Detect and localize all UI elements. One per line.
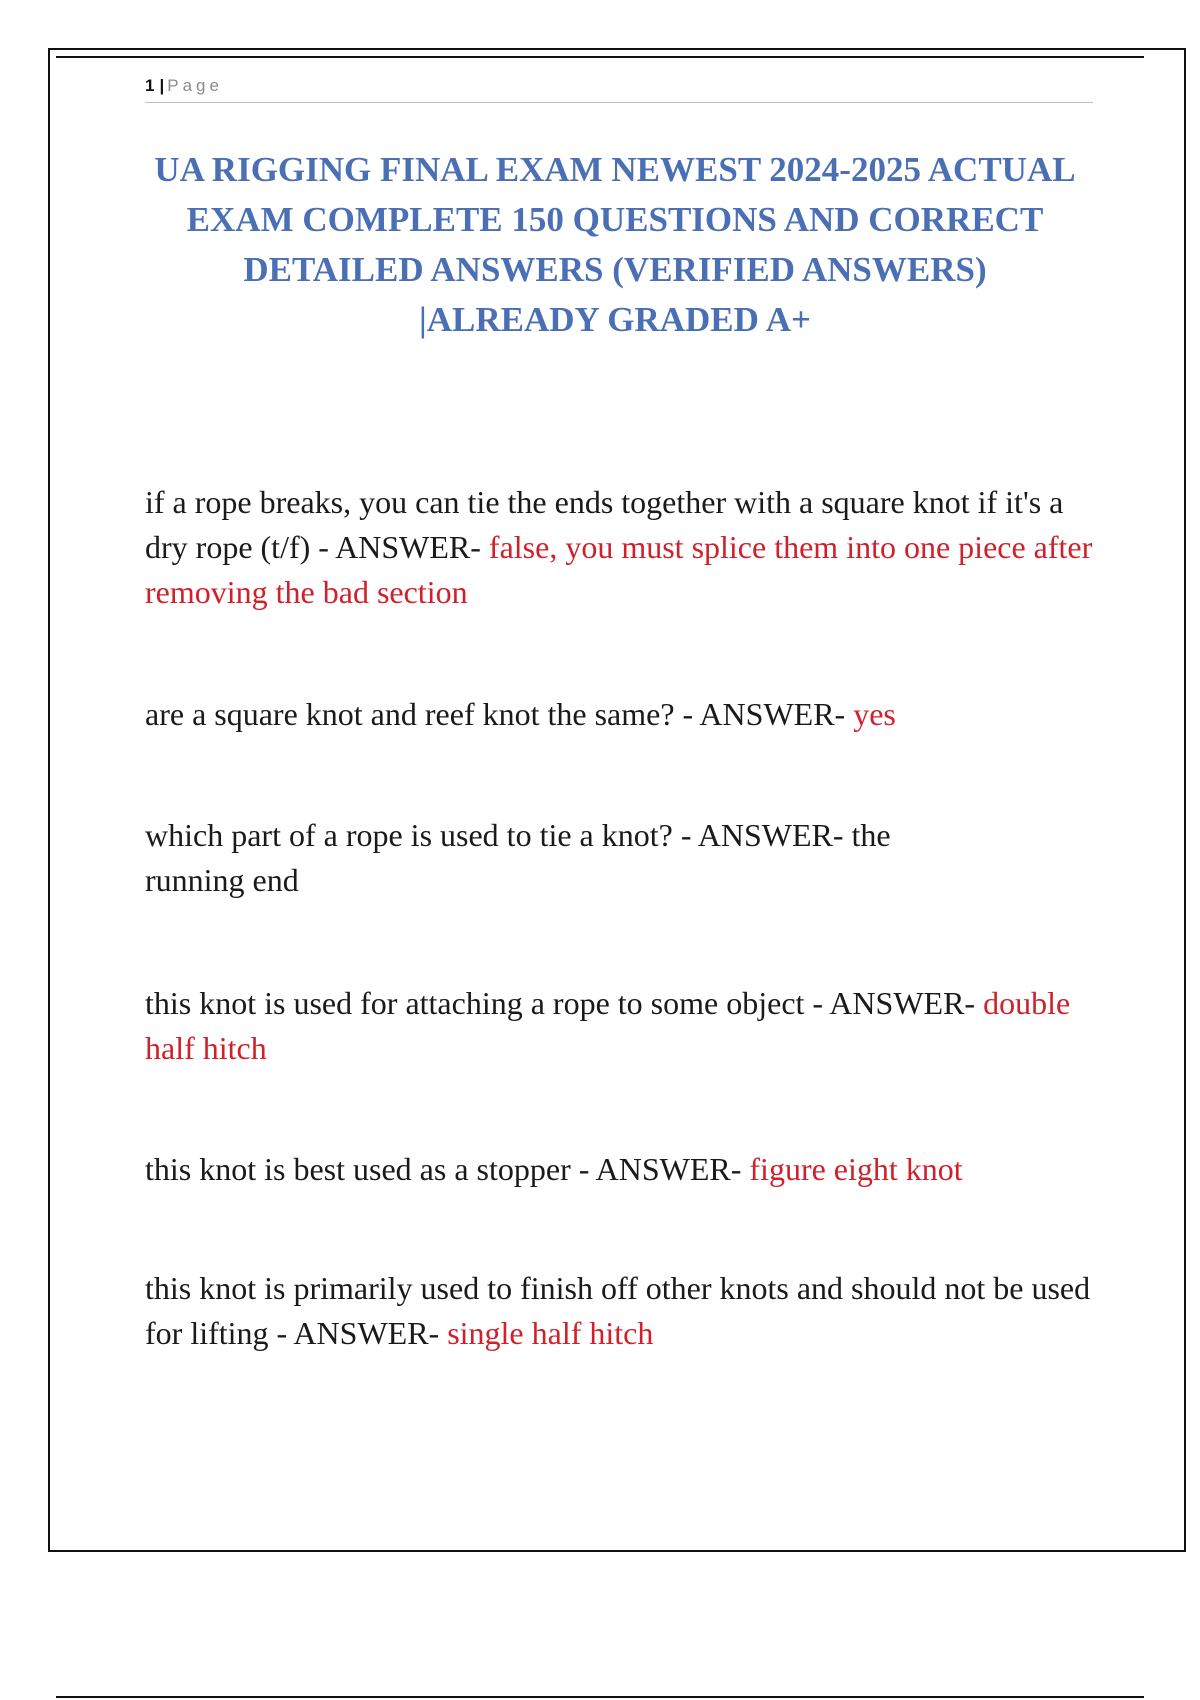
answer-text: single half hitch bbox=[447, 1315, 654, 1351]
question-text: this knot is best used as a stopper - ANSWER- bbox=[145, 1151, 742, 1187]
answer-text: double half hitch bbox=[145, 985, 1071, 1066]
qa-item-5 bbox=[145, 1147, 1105, 1192]
question-text: which part of a rope is used to tie a knot? - ANSWER- the running end bbox=[145, 817, 891, 898]
page-label: Page bbox=[167, 76, 223, 95]
question-text: are a square knot and reef knot the same? - ANSWER- bbox=[145, 696, 846, 732]
qa-item-6 bbox=[145, 1266, 1105, 1356]
question-text: this knot is primarily used to finish off other knots and should not be used for lifting - ANSWER- bbox=[145, 1270, 1091, 1351]
qa-item-3 bbox=[145, 813, 995, 903]
question-text: this knot is used for attaching a rope to some object - ANSWER- bbox=[145, 985, 976, 1021]
qa-item-1 bbox=[145, 480, 1105, 615]
answer-text: false, you must splice them into one piece after removing the bad section bbox=[145, 529, 1093, 610]
qa-item-2 bbox=[145, 692, 1105, 737]
question-text: if a rope breaks, you can tie the ends together with a square knot if it's a dry rope (t/f) - ANSWER- bbox=[145, 484, 1064, 565]
answer-text: figure eight knot bbox=[749, 1151, 963, 1187]
document-title: UA RIGGING FINAL EXAM NEWEST 2024-2025 ACTUAL EXAM COMPLETE 150 QUESTIONS AND CORRECT DETAILED ANSWERS (VERIFIED ANSWERS) |ALREADY GRADED A+ bbox=[154, 150, 1076, 339]
page-header bbox=[145, 74, 1093, 103]
answer-text: yes bbox=[853, 696, 896, 732]
header-top-rule bbox=[56, 56, 1144, 58]
page-number: 1 bbox=[145, 76, 155, 95]
next-page-top-rule bbox=[56, 1696, 1144, 1698]
qa-item-4 bbox=[145, 981, 1105, 1071]
page-separator: | bbox=[159, 76, 165, 95]
